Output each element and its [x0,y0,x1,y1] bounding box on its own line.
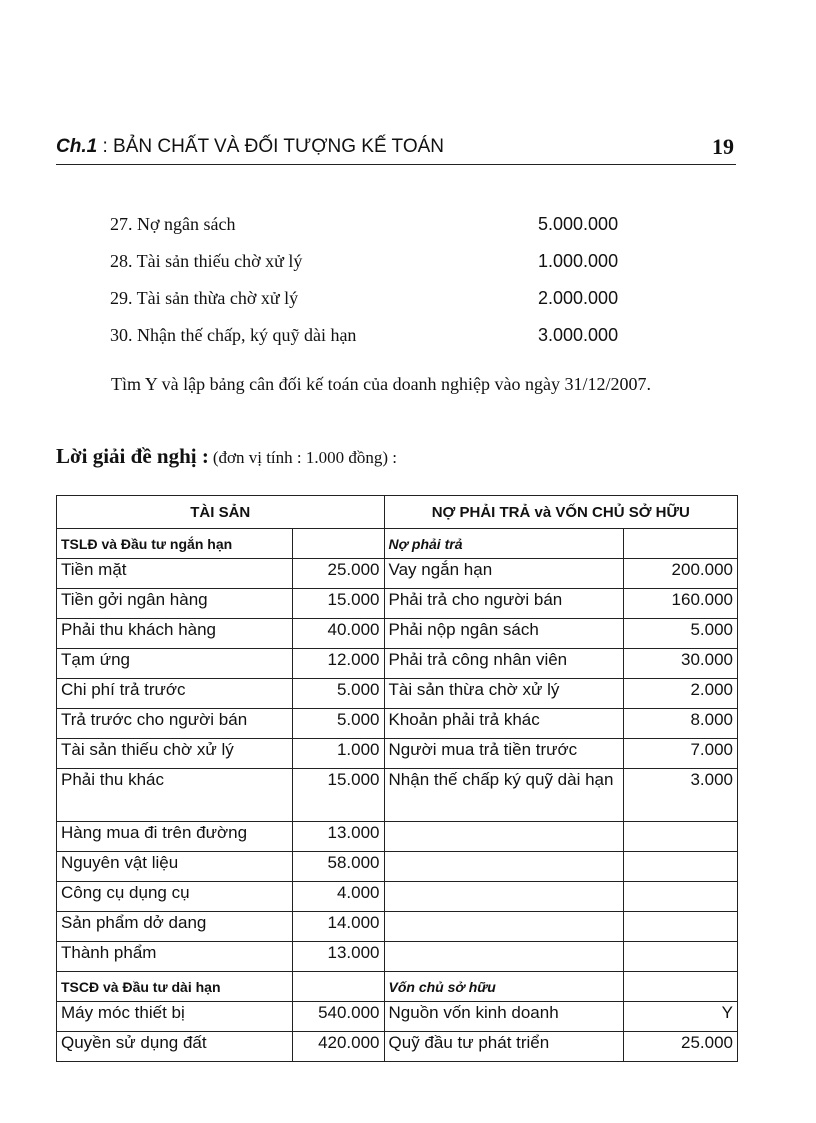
table-row [57,649,738,679]
cell-value: 13.000 [292,822,384,852]
cell-value: 160.000 [624,589,738,619]
cell-value: 5.000 [292,709,384,739]
cell-label: Nguyên vật liệu [57,852,293,882]
cell-label: Tài sản thiếu chờ xử lý [57,739,293,769]
cell-value: 58.000 [292,852,384,882]
list-item [110,285,630,322]
cell-value: 1.000 [292,739,384,769]
cell-label: Máy móc thiết bị [57,1002,293,1032]
cell-label: Phải nộp ngân sách [384,619,624,649]
cell-label: Nguồn vốn kinh doanh [384,1002,624,1032]
table-row [57,942,738,972]
list-item [110,322,630,359]
cell-label: Trả trước cho người bán [57,709,293,739]
table-row [57,589,738,619]
table-row [57,852,738,882]
cell-label: Quỹ đầu tư phát triển [384,1032,624,1062]
cell-label: Tiền gởi ngân hàng [57,589,293,619]
cell-value: 40.000 [292,619,384,649]
item-amount: 3.000.000 [538,325,619,345]
cell-label: Phải thu khác [57,769,293,822]
cell-value [624,822,738,852]
cell-label [384,942,624,972]
cell-value: 14.000 [292,912,384,942]
balance-sheet-table [56,495,738,1062]
cell-label: Quyền sử dụng đất [57,1032,293,1062]
item-list [110,211,630,359]
chapter-name: BẢN CHẤT VÀ ĐỐI TƯỢNG KẾ TOÁN [113,136,444,157]
cell-label [384,852,624,882]
cell-value: 15.000 [292,769,384,822]
chapter-prefix: Ch.1 [56,136,98,157]
cell-value: 12.000 [292,649,384,679]
cell-value: 200.000 [624,559,738,589]
cell-label: Hàng mua đi trên đường [57,822,293,852]
cell-label: Công cụ dụng cụ [57,882,293,912]
item-label: 30. Nhận thế chấp, ký quỹ dài hạn [110,325,357,345]
cell-value [624,852,738,882]
cell-label [384,912,624,942]
table-row [57,559,738,589]
cell-value: 5.000 [292,679,384,709]
page-number: 19 [712,134,734,159]
cell-label: Tạm ứng [57,649,293,679]
section-label-fixed-assets: TSCĐ và Đầu tư dài hạn [57,972,293,1002]
table-row [57,912,738,942]
table-row [57,679,738,709]
cell-label: Sản phẩm dở dang [57,912,293,942]
cell-value [624,529,738,559]
cell-value: 30.000 [624,649,738,679]
table-row [57,1032,738,1062]
table-header-row [57,496,738,529]
cell-value [624,882,738,912]
cell-value: 13.000 [292,942,384,972]
cell-label: Tiền mặt [57,559,293,589]
section-label-equity: Vốn chủ sở hữu [384,972,624,1002]
cell-label [384,882,624,912]
cell-label: Phải trả công nhân viên [384,649,624,679]
cell-value [624,942,738,972]
cell-label: Người mua trả tiền trước [384,739,624,769]
cell-value: 7.000 [624,739,738,769]
solution-heading [56,444,397,469]
table-row [57,529,738,559]
header-liabilities-equity: NỢ PHẢI TRẢ và VỐN CHỦ SỞ HỮU [384,496,737,529]
cell-value: 2.000 [624,679,738,709]
cell-value: 3.000 [624,769,738,822]
cell-label: Phải thu khách hàng [57,619,293,649]
cell-label: Chi phí trả trước [57,679,293,709]
page-header [56,134,736,165]
cell-value: 420.000 [292,1032,384,1062]
list-item [110,211,630,248]
cell-value: 15.000 [292,589,384,619]
item-label: 27. Nợ ngân sách [110,214,236,234]
table-row [57,822,738,852]
cell-label: Tài sản thừa chờ xử lý [384,679,624,709]
table-row [57,709,738,739]
table-row [57,769,738,822]
cell-value: Y [624,1002,738,1032]
cell-label: Nhận thế chấp ký quỹ dài hạn [384,769,624,822]
solution-unit: (đơn vị tính : 1.000 đồng) : [212,448,398,467]
cell-label: Thành phẩm [57,942,293,972]
cell-value: 25.000 [624,1032,738,1062]
instruction-paragraph: Tìm Y và lập bảng cân đối kế toán của doanh nghiệp vào ngày 31/12/2007. [111,374,652,394]
cell-value: 4.000 [292,882,384,912]
cell-value: 8.000 [624,709,738,739]
header-assets: TÀI SẢN [57,496,385,529]
cell-label: Vay ngắn hạn [384,559,624,589]
cell-label: Khoản phải trả khác [384,709,624,739]
table-row [57,739,738,769]
item-label: 29. Tài sản thừa chờ xử lý [110,288,299,308]
cell-label [384,822,624,852]
item-label: 28. Tài sản thiếu chờ xử lý [110,251,303,271]
table-row [57,1002,738,1032]
table-row [57,972,738,1002]
section-label-liabilities: Nợ phải trả [384,529,624,559]
cell-value [624,912,738,942]
cell-value [624,972,738,1002]
cell-label: Phải trả cho người bán [384,589,624,619]
cell-value [292,972,384,1002]
cell-value: 5.000 [624,619,738,649]
cell-value: 25.000 [292,559,384,589]
section-label-current-assets: TSLĐ và Đầu tư ngắn hạn [57,529,293,559]
table-row [57,882,738,912]
item-amount: 2.000.000 [538,288,619,308]
table-row [57,619,738,649]
item-amount: 5.000.000 [538,214,619,234]
solution-title: Lời giải đề nghị : [56,444,209,468]
chapter-separator: : [97,136,114,157]
cell-value [292,529,384,559]
item-amount: 1.000.000 [538,251,619,271]
cell-value: 540.000 [292,1002,384,1032]
chapter-title [56,136,444,158]
list-item [110,248,630,285]
